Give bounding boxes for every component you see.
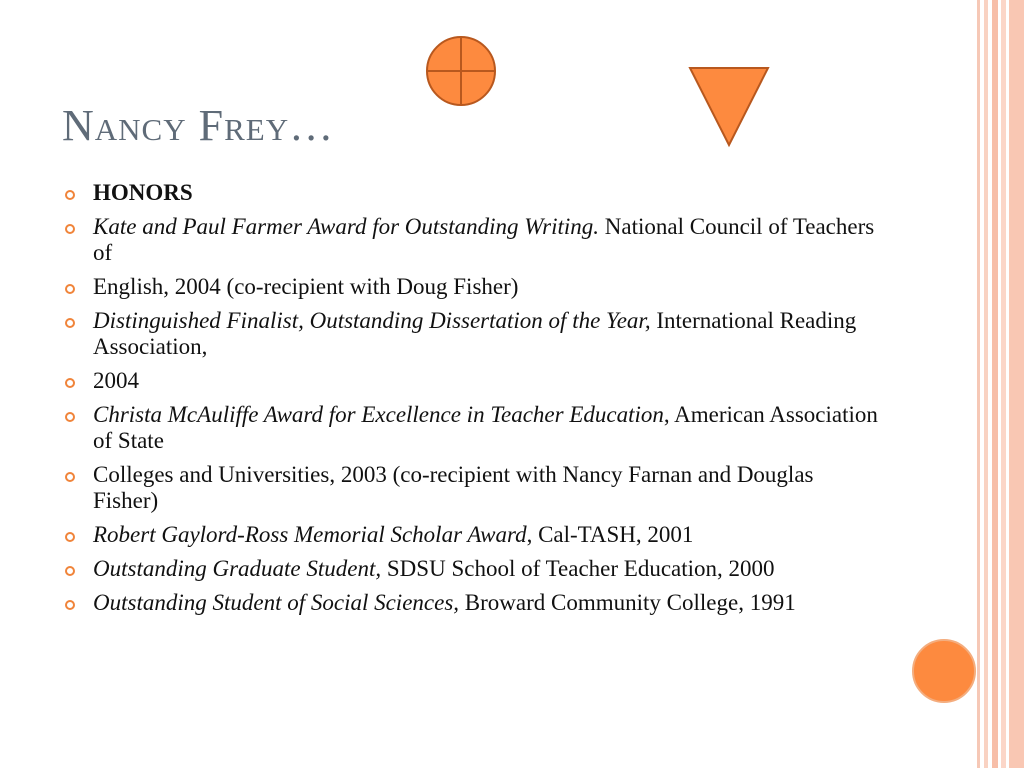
bullet-icon: [65, 318, 75, 328]
award-name: Outstanding Graduate Student,: [93, 556, 382, 581]
bullet-icon: [65, 566, 75, 576]
award-detail: National Council of Teachers of: [93, 214, 875, 265]
award-name: Robert Gaylord-Ross Memorial Scholar Award: [93, 522, 527, 547]
list-item: [62, 556, 882, 582]
honors-heading: HONORS: [93, 180, 193, 205]
list-item: [62, 274, 882, 300]
list-item: [62, 590, 882, 616]
bullet-icon: [65, 532, 75, 542]
award-detail: , Cal-TASH, 2001: [526, 522, 694, 547]
circle-cross-icon: [424, 35, 498, 107]
list-item: [62, 214, 882, 266]
decorative-stripe: [977, 0, 980, 768]
decorative-stripe: [1001, 0, 1006, 768]
decorative-stripe: [992, 0, 998, 768]
bullet-icon: [65, 224, 75, 234]
bullet-icon: [65, 472, 75, 482]
award-name: Christa McAuliffe Award for Excellence in Teacher Education: [93, 402, 664, 427]
award-detail: Broward Community College, 1991: [459, 590, 796, 615]
list-item: [62, 180, 882, 206]
bullet-icon: [65, 190, 75, 200]
slide-title: Nancy Frey…: [62, 101, 335, 150]
award-detail: Colleges and Universities, 2003 (co-recipient with Nancy Farnan and Douglas Fisher): [93, 462, 814, 513]
award-detail: SDSU School of Teacher Education, 2000: [381, 556, 775, 581]
bullet-icon: [65, 284, 75, 294]
decorative-stripe: [984, 0, 988, 768]
award-name: Outstanding Student of Social Sciences,: [93, 590, 460, 615]
list-item: [62, 522, 882, 548]
list-item: [62, 368, 882, 394]
list-item: [62, 462, 882, 514]
list-item: [62, 402, 882, 454]
award-detail: , American Association of State: [93, 402, 878, 453]
circle-icon: [911, 638, 977, 704]
honors-list: [62, 180, 882, 624]
award-detail: 2004: [93, 368, 139, 393]
award-name: Distinguished Finalist, Outstanding Dissertation of the Year,: [93, 308, 651, 333]
list-item: [62, 308, 882, 360]
bullet-icon: [65, 378, 75, 388]
award-detail: International Reading Association,: [93, 308, 857, 359]
award-detail: English, 2004 (co-recipient with Doug Fisher): [93, 274, 519, 299]
award-name: Kate and Paul Farmer Award for Outstanding Writing.: [93, 214, 600, 239]
bullet-icon: [65, 600, 75, 610]
bullet-icon: [65, 412, 75, 422]
down-triangle-icon: [688, 66, 770, 148]
decorative-stripe: [1009, 0, 1024, 768]
